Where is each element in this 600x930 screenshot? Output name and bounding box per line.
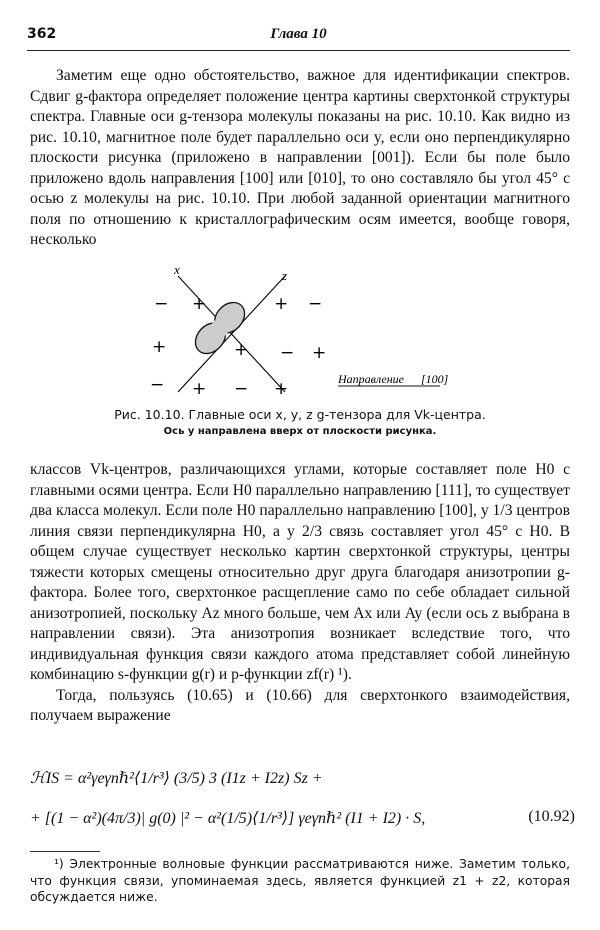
minus-sign: −	[308, 294, 323, 314]
direction-label: Направление	[338, 372, 405, 386]
x-axis-label: x	[174, 264, 180, 277]
plus-sign: +	[192, 294, 207, 314]
figure-10-10	[140, 264, 450, 404]
minus-sign: −	[154, 294, 169, 314]
figure-caption-note: Ось y направлена вверх от плоскости рисунка.	[163, 426, 437, 437]
direction-value: [100]	[421, 372, 449, 386]
plus-sign: +	[274, 294, 289, 314]
plus-sign: +	[192, 379, 207, 399]
footnote	[30, 856, 570, 906]
minus-sign: −	[150, 375, 165, 395]
formula-line-1	[30, 768, 575, 788]
page-header	[27, 26, 570, 51]
formula-text: + [(1 − α²)(4π/3)| g(0) |² − α²(1/5)⟨1/r³⟩] γeγnℏ² (I1 + I2) · S,	[30, 810, 426, 827]
equation-number: (10.92)	[528, 808, 575, 825]
z-axis-label: z	[282, 268, 288, 283]
plus-sign: +	[152, 337, 167, 357]
plus-sign: +	[312, 343, 327, 363]
formula-line-2	[30, 808, 575, 828]
plus-sign: +	[274, 379, 289, 399]
page-number: 362	[27, 26, 57, 42]
paragraph-3: Тогда, пользуясь (10.65) и (10.66) для сверхтонкого взаимодействия, получаем выражение	[30, 686, 570, 724]
figure-caption: Рис. 10.10. Главные оси x, y, z g-тензора для Vk-центра.	[114, 407, 486, 422]
chapter-title: Глава 10	[270, 26, 327, 42]
formula-text: ℋIS = α²γeγnℏ²⟨1/r³⟩ (3/5) 3 (I1z + I2z) Sz +	[30, 770, 323, 787]
paragraph-2: классов Vk-центров, различающихся углами, которые составляет поле H0 с главными осями центра. Если H0 параллельно направлению [111], то существует два класса молекул. Если поле H0 параллельно направлению [100], у 1/3 центров линия связи перпендикулярна H0, а у 2/3 связь составляет угол 45° с H0. В общем случае существует несколько картин сверхтонкой структуры, центры тяжести которых смещены относительно друг друга благодаря анизотропии g-фактора. Более того, сверхтонкое расщепление само по себе обладает сильной анизотропией, поскольку Az много больше, чем Ax или Ay (если ось z выбрана в направлении связи). Эта анизотропия возникает вследствие того, что индивидуальная функция связи каждого атома представляет собой линейную комбинацию s-функции g(r) и p-функции zf(r) ¹).	[30, 461, 570, 683]
plus-sign: +	[234, 340, 249, 360]
body-text-middle	[30, 460, 570, 727]
paragraph-1: Заметим еще одно обстоятельство, важное для идентификации спектров. Сдвиг g-фактора определяет положение центра картины сверхтонкой структуры спектра. Главные оси g-тензора молекулы показаны на рис. 10.10. Как видно из рис. 10.10, магнитное поле будет параллельно оси y, если оно перпендикулярно плоскости рисунка (приложено в направлении [001]). Если бы поле было приложено вдоль направления [100] или [010], то оно составляло бы угол 45° с осью z молекулы на рис. 10.10. При любой заданной ориентации магнитного поля по отношению к кристаллографическим осям имеется, вообще говоря, несколько	[30, 67, 570, 248]
footnote-text: ¹) Электронные волновые функции рассматриваются ниже. Заметим только, что функция связи, упоминаемая здесь, является функцией z1 + z2, которая обсуждается ниже.	[30, 857, 570, 904]
minus-sign: −	[234, 379, 249, 399]
body-text-top	[30, 66, 570, 251]
footnote-rule	[30, 851, 100, 852]
minus-sign: −	[280, 343, 295, 363]
